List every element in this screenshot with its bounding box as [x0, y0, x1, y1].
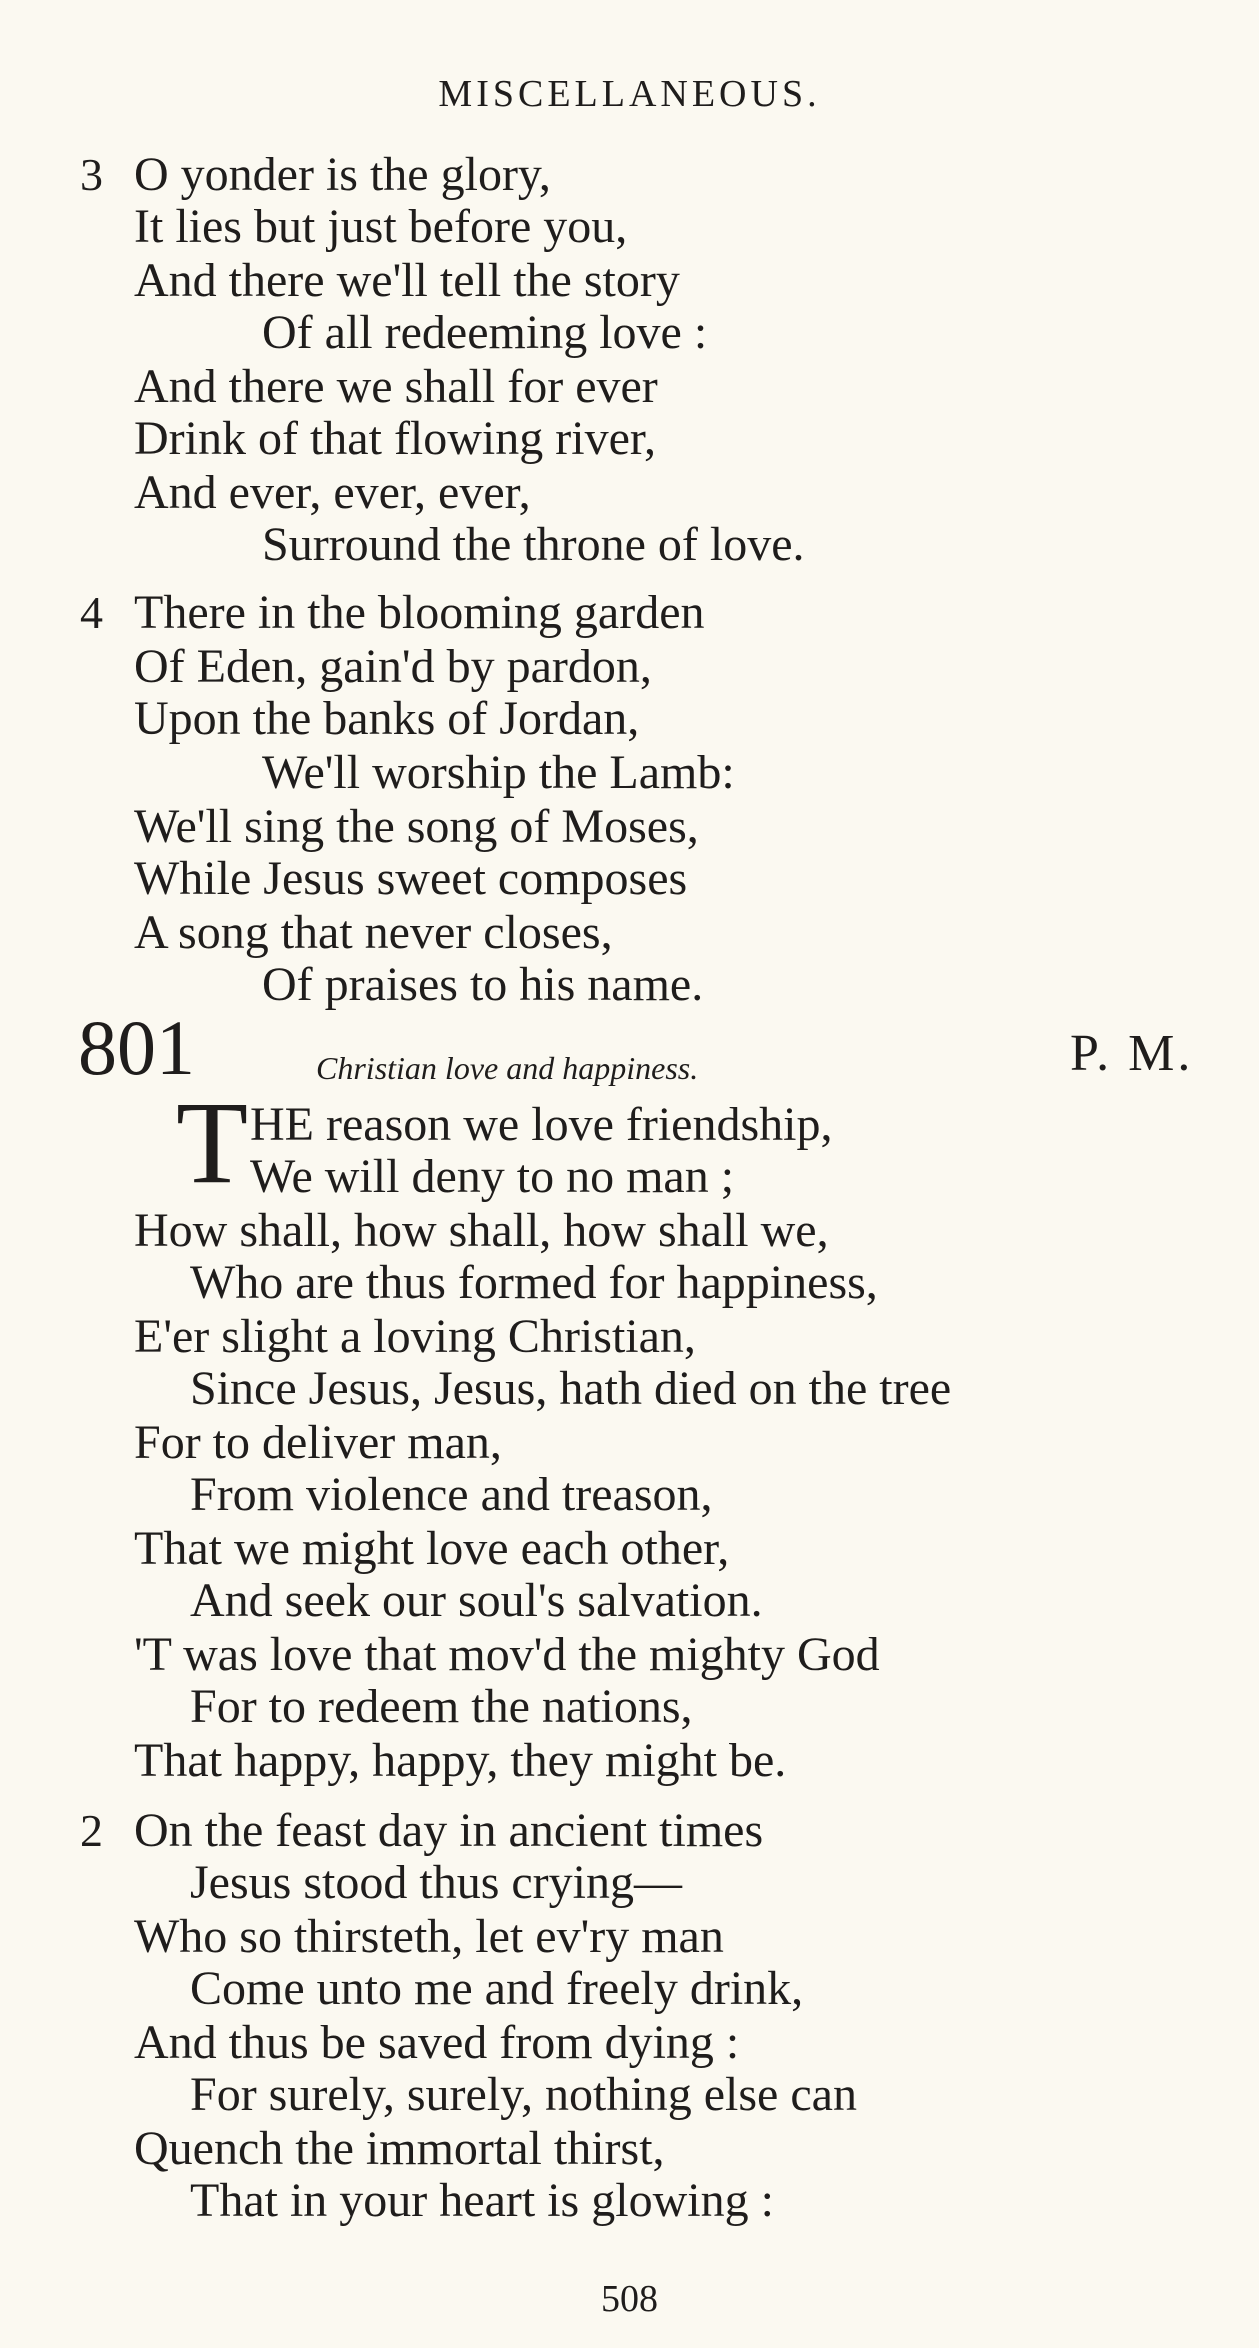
verse-line: HE reason we love friendship, — [250, 1098, 833, 1151]
verse-line: Jesus stood thus crying— — [190, 1856, 682, 1909]
verse-line: E'er slight a loving Christian, — [134, 1310, 696, 1363]
verse-line: We'll sing the song of Moses, — [134, 800, 699, 853]
verse-line: There in the blooming garden — [134, 586, 705, 639]
verse-line: O yonder is the glory, — [134, 148, 551, 201]
verse-line: Who so thirsteth, let ev'ry man — [134, 1910, 724, 1963]
verse-line: Upon the banks of Jordan, — [134, 692, 640, 745]
drop-cap: T — [176, 1077, 249, 1208]
verse-line: And ever, ever, ever, — [134, 466, 531, 519]
verse-line: For to deliver man, — [134, 1416, 502, 1469]
verse-line: 'T was love that mov'd the mighty God — [134, 1628, 880, 1681]
verse-line: A song that never closes, — [134, 906, 613, 959]
verse-line: While Jesus sweet composes — [134, 852, 688, 905]
verse-line: Surround the throne of love. — [262, 518, 805, 571]
verse-number: 2 — [80, 1805, 103, 1856]
verse-line: From violence and treason, — [190, 1468, 713, 1521]
verse-line: Of Eden, gain'd by pardon, — [134, 640, 652, 693]
verse-number: 3 — [80, 149, 103, 200]
verse-line: That happy, happy, they might be. — [134, 1734, 787, 1787]
verse-line: On the feast day in ancient times — [134, 1804, 764, 1857]
hymn-number: 801 — [78, 1004, 195, 1091]
verse-line: For surely, surely, nothing else can — [190, 2068, 857, 2121]
verse-line: And thus be saved from dying : — [134, 2016, 740, 2069]
verse-line: And there we'll tell the story — [134, 254, 680, 307]
verse-line: We'll worship the Lamb: — [262, 746, 735, 799]
verse-line: And seek our soul's salvation. — [190, 1574, 763, 1627]
verse-line: That we might love each other, — [134, 1522, 730, 1575]
hymn-meter: P. M. — [1070, 1025, 1194, 1082]
verse-number: 4 — [80, 587, 103, 638]
verse-line: And there we shall for ever — [134, 360, 658, 413]
hymn-title: Christian love and happiness. — [316, 1050, 699, 1086]
page-number: 508 — [601, 2278, 658, 2320]
verse-line: Quench the immortal thirst, — [134, 2122, 665, 2175]
verse-line: Since Jesus, Jesus, hath died on the tree — [190, 1362, 952, 1415]
verse-line: It lies but just before you, — [134, 200, 628, 253]
verse-line: Drink of that flowing river, — [134, 412, 656, 465]
verse-line: Of praises to his name. — [262, 958, 704, 1011]
verse-line: Come unto me and freely drink, — [190, 1962, 804, 2015]
verse-line: Of all redeeming love : — [262, 306, 708, 359]
running-header: MISCELLANEOUS. — [438, 73, 821, 115]
verse-line: Who are thus formed for happiness, — [190, 1256, 878, 1309]
verse-line: For to redeem the nations, — [190, 1680, 693, 1733]
verse-line: We will deny to no man ; — [250, 1150, 735, 1203]
verse-line: How shall, how shall, how shall we, — [134, 1204, 829, 1257]
verse-line: That in your heart is glowing : — [190, 2174, 774, 2227]
